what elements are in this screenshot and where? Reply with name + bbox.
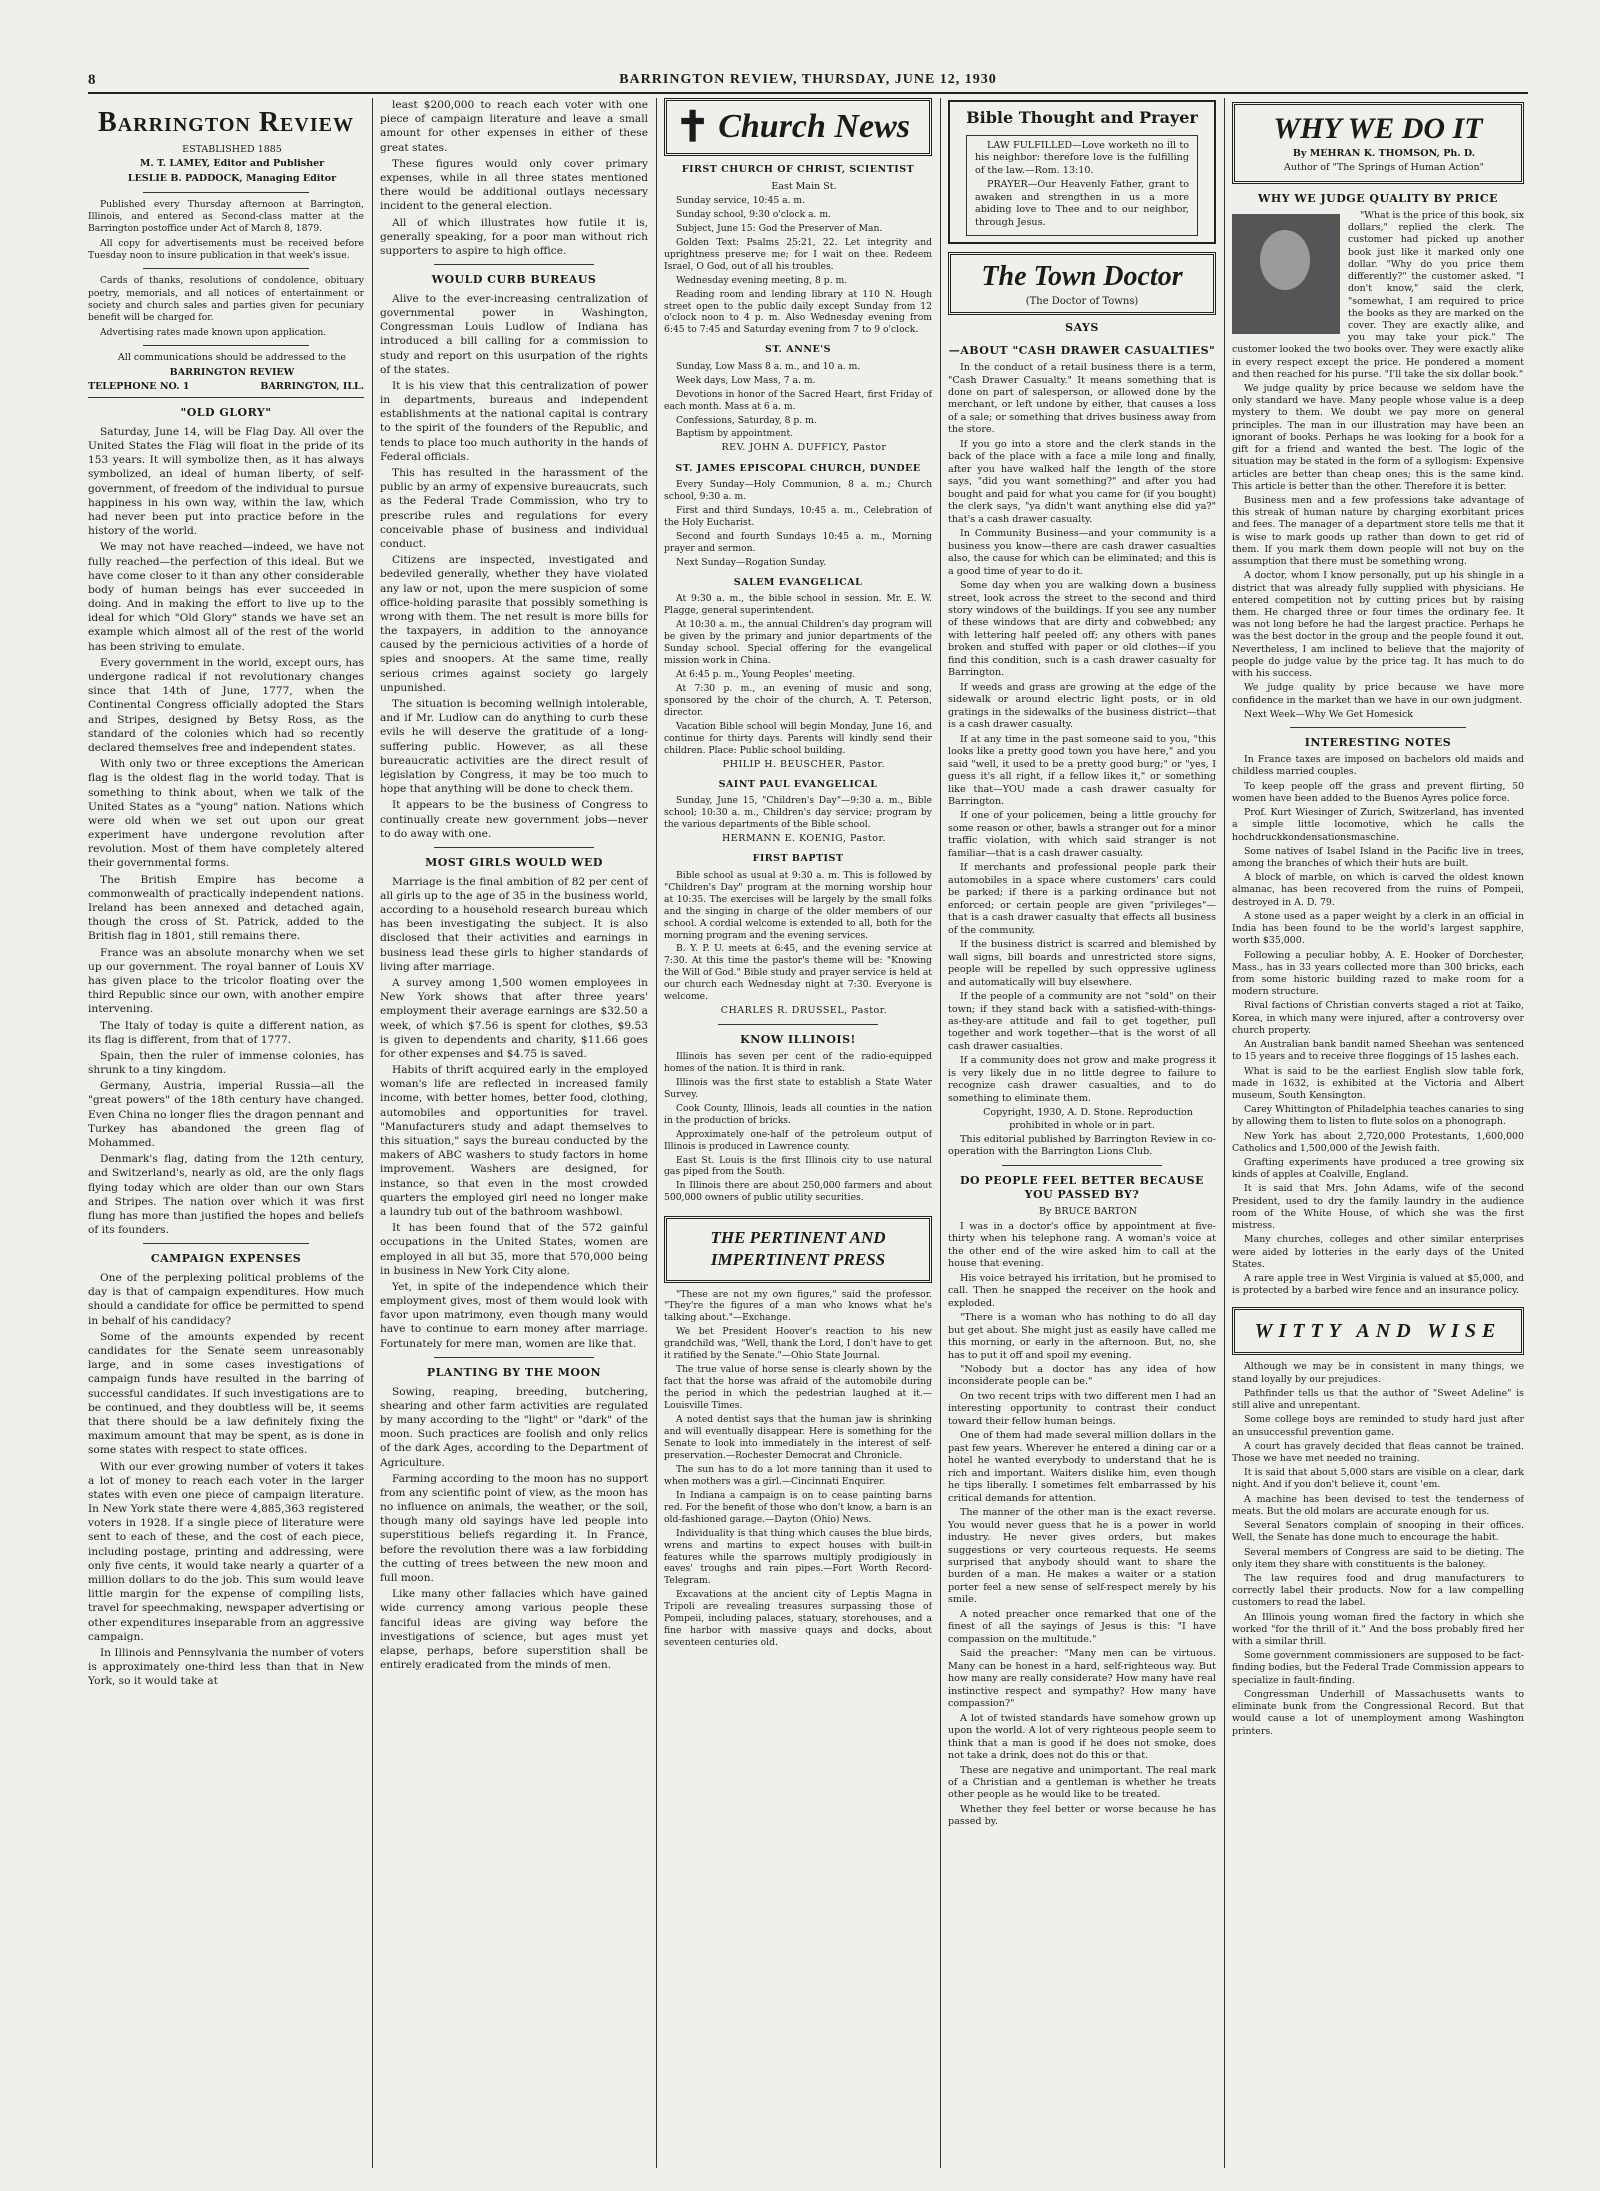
paragraph: East St. Louis is the first Illinois city to use natural gas piped from the South. [664, 1154, 932, 1178]
paragraph: Vacation Bible school will begin Monday, June 16, and continue for thirty days. Parents will kindly send their children. Place: Public school building. [664, 720, 932, 756]
paragraph: Several Senators complain of snooping in their offices. Well, the Senate has done much to encourage the habit. [1232, 1520, 1524, 1544]
address-line: All communications should be addressed to the [117, 351, 347, 363]
paragraph: Reading room and lending library at 110 N. Hough street open to the public daily except Sunday from 12 o'clock noon to 4 p. m. Also Wednesday evening from 6:45 to 7:45 and Saturday evening from 7 to 9 o'clock. [664, 288, 932, 336]
paragraph: At 9:30 a. m., the bible school in session. Mr. E. W. Plagge, general superintendent. [664, 593, 932, 617]
paragraph: His voice betrayed his irritation, but he promised to call. Then he snapped the receiver on the hook and exploded. [948, 1272, 1216, 1309]
why-we-do-it-title: WHY WE DO IT [1273, 112, 1483, 145]
paragraph: France was an absolute monarchy when we set up our government. The royal banner of Louis XV has given place to the tricolor floating over the third Republic since our own, with another empire intervening. [88, 946, 364, 1016]
paragraph: Next Sunday—Rogation Sunday. [676, 556, 827, 568]
paragraph: Subject, June 15: God the Preserver of Man. [676, 222, 883, 234]
paragraph: We judge quality by price because we seldom have the only standard we have. Many people whose value is a deep mystery to them. We doubt we pay more on general principles. The man in our illustration may have been an ignorant of books. Perhaps he was looking for a book for a gift for a friend and wanted the best. The logic of the situation may be stated in the form of a syllogism: Expensive articles are better than cheap ones; this is the same kind. This article is better than the other. Therefore it is better. [1232, 383, 1524, 492]
paragraph: All of which illustrates how futile it is, generally speaking, for a poor man without rich supporters to aspire to high office. [380, 216, 648, 257]
cards-notice: Cards of thanks, resolutions of condolence, obituary poetry, memorials, and all notices of entertainment or society and church sales and parties given for pecuniary benefit will be charged for. [88, 275, 364, 324]
headline-planting-by-moon: PLANTING BY THE MOON [426, 1365, 602, 1379]
headline-campaign-expenses: CAMPAIGN EXPENSES [150, 1252, 302, 1266]
paragraph: PRAYER—Our Heavenly Father, grant to awaken and strengthen in us a more abiding love to Thee and to our neighbor, through Jesus. [975, 179, 1189, 228]
paragraph: Sunday service, 10:45 a. m. [676, 194, 806, 206]
paragraph: At 10:30 a. m., the annual Children's day program will be given by the primary and junior departments of the Sunday school. Special offering for the evangelical mission work in China. [664, 619, 932, 666]
paragraph: We may not have reached—indeed, we have not fully reached—the perfection of this ideal. But we have come closer to it than any other considerable body of human beings has ever succeeded in doing. And in making the effort to live up to the ideal for which "Old Glory" stands we have set an example which almost all of the rest of the world has been striving to emulate. [88, 541, 364, 653]
paragraph: Bible school as usual at 9:30 a. m. This is followed by "Children's Day" program at the morning worship hour at 10:35. The exercises will be largely by the small folks and the singing in charge of the older members of our school. A cordial welcome is extended to all, both for the morning program and the evening services. [664, 869, 932, 941]
address-name: BARRINGTON REVIEW [169, 366, 295, 378]
paragraph: If the business district is scarred and blemished by wall signs, bill boards and unrestricted store signs, people will be repelled by such oppressive ugliness and automatically will buy elsewhere. [948, 939, 1216, 988]
paragraph: Baptism by appointment. [676, 428, 794, 440]
paragraph: If merchants and professional people park their automobiles in a space where customers' cars could be parked; if there is a parking ordinance but not enforced; or certain people are given "privileges"—that is a cash drawer casualty that effects all business of the community. [948, 862, 1216, 936]
paragraph: Cook County, Illinois, leads all counties in the nation in the production of bricks. [664, 1102, 932, 1126]
column-4 [948, 98, 1216, 2168]
paragraph: Golden Text: Psalms 25:21, 22. Let integrity and uprightness preserve me; for I wait on thee. Redeem Israel, O God, out of all his troubles. [664, 236, 932, 272]
paragraph: At 7:30 p. m., an evening of music and song, sponsored by the choir of the church, A. T. Peterson, director. [664, 682, 932, 718]
paragraph: least $200,000 to reach each voter with one piece of campaign literature and leave a small amount for other expenses in either of these great states. [380, 99, 648, 154]
paragraph: The true value of horse sense is clearly shown by the fact that the horse was afraid of the automobile during the period in which the pedestrian laughed at it.—Louisville Times. [664, 1364, 932, 1412]
editor-line: M. T. LAMEY, Editor and Publisher [139, 158, 325, 170]
paragraph: Sowing, reaping, breeding, butchering, shearing and other farm activities are regulated by many according to the "light" or "dark" of the moon. Such practices are foolish and only relics of the dark Ages, according to the Department of Agriculture. [380, 1385, 648, 1469]
paragraph: In Indiana a campaign is on to cease painting barns red. For the benefit of those who don't know, a barn is an old-fashioned garage.—Dayton (Ohio) News. [664, 1489, 932, 1525]
paragraph: Farming according to the moon has no support from any scientific point of view, as the moon has no influence on animals, the weather, or the soil, though many old sayings have led people into superstitious beliefs regarding it. In France, before the revolution there was a law forbidding the cutting of trees between the new moon and full moon. [380, 1472, 648, 1585]
divider [143, 268, 309, 269]
paragraph: If one of your policemen, being a little grouchy for some reason or other, bawls a stranger out for a minor traffic violation, with which said stranger is not familiar—that is a cash drawer casualty. [948, 810, 1216, 859]
why-we-do-it-banner [1232, 102, 1524, 184]
paragraph: Illinois has seven per cent of the radio-equipped homes of the nation. It is third in rank. [664, 1050, 932, 1074]
paragraph: First and third Sundays, 10:45 a. m., Celebration of the Holy Eucharist. [664, 505, 932, 528]
paragraph: An Australian bank bandit named Sheehan was sentenced to 15 years and to receive three floggings of 15 lashes each. [1232, 1039, 1524, 1063]
paragraph: We judge quality by price because we have more confidence in the market than we have in our own judgment. [1232, 682, 1524, 706]
column-rule [1224, 98, 1225, 2168]
managing-editor-line: LESLIE B. PADDOCK, Managing Editor [127, 172, 337, 184]
headline-interesting-notes: INTERESTING NOTES [1304, 735, 1452, 749]
paragraph: It appears to be the business of Congress to continually create new government jobs—never to do away with one. [380, 799, 648, 840]
church-heading: SAINT PAUL EVANGELICAL [718, 778, 878, 790]
paragraph: Saturday, June 14, will be Flag Day. All over the United States the Flag will float in the pride of its 153 years. It will symbolize then, as it has always symbolized, an ideal of human liberty, of self-government, of freedom of the individual to pursue happiness in his own way, within the law, which had never been put into practice before in the history of the world. [88, 425, 364, 538]
divider [434, 847, 595, 848]
town-doctor-title: The Town Doctor [981, 261, 1183, 293]
paragraph: Many churches, colleges and other similar enterprises were aided by lotteries in the early days of the United States. [1232, 1234, 1524, 1270]
paragraph: Sunday, Low Mass 8 a. m., and 10 a. m. [676, 360, 861, 372]
paragraph: "There is a woman who has nothing to do all day but get about. She might just as easily have called me this morning, or early in the afternoon. But, no, she has to put it off and spoil my evening. [948, 1312, 1216, 1361]
bible-thought-box [948, 100, 1216, 244]
paragraph: A block of marble, on which is carved the oldest known almanac, has been recovered from the ruins of Pompeii, destroyed in A. D. 79. [1232, 872, 1524, 908]
paragraph: The Italy of today is quite a different nation, as its flag is different, from that of 1777. [88, 1019, 364, 1046]
newspaper-page [88, 72, 1528, 2172]
column-1 [88, 98, 364, 2168]
paragraph: Excavations at the ancient city of Leptis Magna in Tripoli are revealing treasures surpassing those of Pompeii, including palaces, statuary, storehouses, and a fine harbor with massive quays and docks, about seventeen centuries old. [664, 1589, 932, 1649]
publication-notice: Published every Thursday afternoon at Barrington, Illinois, and entered as Second-class matter at the Barrington postoffice under Act of March 8, 1879. [88, 198, 364, 235]
headline-most-girls-would-wed: MOST GIRLS WOULD WED [425, 855, 603, 869]
paragraph: The manner of the other man is the exact reverse. You would never guess that he is a power in world industry. He never gives orders, but makes suggestions or very courteous requests. He seems surprised that anybody should want to share the burden of a man. He makes a waiter or a station porter feel a new sense of self-respect merely by his smile. [948, 1507, 1216, 1606]
paragraph: Congressman Underhill of Massachusetts wants to eliminate bunk from the Congressional Record. But that would cause a lot of unemployment among Washington printers. [1232, 1688, 1524, 1737]
headline-know-illinois: KNOW ILLINOIS! [740, 1032, 856, 1046]
paragraph: Marriage is the final ambition of 82 per cent of all girls up to the age of 35 in the business world, according to a household research bureau which has been investigating the subject. It is also disclosed that their activities and earnings in business lead these girls to higher standards of living after marriage. [380, 875, 648, 973]
pastor-signature: PHILIP H. BEUSCHER, Pastor. [722, 758, 886, 770]
paragraph: Some day when you are walking down a business street, look across the street to the second and third story windows of the buildings. If you see any number of these windows that are dirty and cobwebbed; any with lettering half peeled off; any others with panes broken and stuffed with paper or old clothes—if you find this condition, such is a cash drawer casualty for Barrington. [948, 580, 1216, 679]
page-header: BARRINGTON REVIEW, THURSDAY, JUNE 12, 1930 [619, 72, 997, 87]
rates-notice: Advertising rates made known upon application. [100, 326, 327, 338]
paragraph: If weeds and grass are growing at the edge of the sidewalk or around electric light posts, or in old gratings in the sidewalks of the business district—that is a cash drawer casualty. [948, 681, 1216, 731]
cross-icon: ✝ [675, 102, 711, 152]
paragraph: New York has about 2,720,000 Protestants, 1,600,000 Catholics and 1,500,000 of the Jewish faith. [1232, 1130, 1524, 1154]
town-doctor-banner [948, 252, 1216, 315]
paragraph: Carey Whittington of Philadelphia teaches canaries to sing by allowing them to listen to flute solos on a phonograph. [1232, 1104, 1524, 1128]
paragraph: Sunday, June 15, "Children's Day"—9:30 a. m., Bible school; 10:30 a. m., Children's day service; program by the various departments of the Bible school. [664, 795, 932, 831]
paragraph: At 6:45 p. m., Young Peoples' meeting. [676, 668, 856, 680]
paragraph: "What is the price of this book, six dollars," replied the clerk. The customer had picked up another book just like it marked only one dollar. "Why do you price them differently?" the customer asked. "I don't know," said the clerk, "somewhat, I am required to price the books as they are marked on the cover. They are exactly alike, and you may take your pick." The customer looked the two books over. They were exactly alike in every respect except the price. He pondered a moment and then reached for his purse. "I'll take the six dollar book." [1232, 209, 1524, 380]
paragraph: A lot of twisted standards have somehow grown up upon the world. A lot of very righteous people seem to think that a man is good if he does not smoke, does not take a drink, does not do this or that. [948, 1712, 1216, 1762]
pastor-signature: HERMANN E. KOENIG, Pastor. [721, 833, 887, 845]
author-photo [1232, 214, 1340, 334]
paragraph: A doctor, whom I know personally, put up his shingle in a district that was already fully supplied with physicians. He entered competition not by cutting prices but by raising them. He charged three or four times the ordinary fee. It was not long before he had the largest practice. Perhaps he was the best doctor in the group and the people found it out. Nevertheless, I am inclined to believe that the majority of people do judge value by the price tag. It has much to do with his success. [1232, 570, 1524, 680]
paragraph: One of them had made several million dollars in the past few years. Wherever he entered a dining car or a hotel he wanted everybody to understand that he is rich and important. Waiters dislike him, even though he tips liberally. I sometimes felt embarrassed by his critical demands for attention. [948, 1430, 1216, 1504]
divider [434, 264, 595, 265]
paragraph: It is said that Mrs. John Adams, wife of the second President, used to dry the family laundry in the audience room of the White House, of which she was the first mistress. [1232, 1183, 1524, 1232]
paragraph: The British Empire has become a commonwealth of practically independent nations. Ireland has been annexed and detached again, though the cross of St. Patrick, added to the British flag in 1801, still remains there. [88, 873, 364, 943]
author-credit: Author of "The Springs of Human Action" [1284, 162, 1484, 174]
paragraph: Yet, in spite of the independence which their employment gives, most of them would look with favor upon matrimony, even though many would have to continue to earn money after marriage. Fortunately for mere man, women are like that. [380, 1280, 648, 1350]
paragraph: Spain, then the ruler of immense colonies, has shrunk to a tiny kingdom. [88, 1049, 364, 1077]
byline: By MEHRAN K. THOMSON, Ph. D. [1292, 148, 1476, 159]
divider [718, 1024, 879, 1025]
church-news-title: Church News [718, 108, 910, 145]
paragraph: Citizens are inspected, investigated and bedeviled generally, whether they have violated any law or not, upon the mere suspicion of some office-holding parasite that possibly something is wrong with them. The net result is more bills for the taxpayers, in addition to the annoyance caused by the pernicious activities of a horde of spies and snoopers. At the same time, really serious crimes against society go largely unpunished. [380, 554, 648, 694]
church-heading: ST. ANNE'S [764, 344, 832, 356]
pastor-signature: CHARLES R. DRUSSEL, Pastor. [720, 1005, 888, 1017]
headline-do-people-feel-better: DO PEOPLE FEEL BETTER BECAUSE YOU PASSED BY? [960, 1173, 1204, 1202]
paragraph: Denmark's flag, dating from the 12th century, and Switzerland's, nearly as old, are the only flags flying today which are older than our own Stars and Stripes. The nation over which it was first flung has more than justified the hopes and beliefs of its founders. [88, 1153, 364, 1237]
paragraph: Some government commissioners are supposed to be fact-finding bodies, but the Federal Trade Commission appears to specialize in fault-finding. [1232, 1650, 1524, 1686]
paragraph: What is said to be the earliest English slow table fork, made in 1632, is exhibited at the Victoria and Albert museum, South Kensington. [1232, 1065, 1524, 1101]
column-rule [656, 98, 657, 2168]
paragraph: These are negative and unimportant. The real mark of a Christian and a gentleman is whether he treats other people as he would like to be treated. [948, 1764, 1216, 1801]
headline-would-curb-bureaus: WOULD CURB BUREAUS [431, 273, 597, 287]
city-name: BARRINGTON, ILL. [260, 381, 364, 393]
paragraph: With our ever growing number of voters it takes a lot of money to reach each voter in the larger states with even one piece of campaign literature. In New York state there were 4,885,363 registered voters in 1928. If a single piece of literature were sent to each of these, and the cost of each piece, including postage, printing and addressing, were only five cents, it would take nearly a quarter of a million dollars to do the job. This sum would leave little margin for the expense of compiling lists, travel for speechmaking, newspaper advertising or other expenditures inseparable from an aggressive campaign. [88, 1460, 364, 1643]
paragraph: "These are not my own figures," said the professor. "They're the figures of a man who knows what he's talking about."—Exchange. [664, 1288, 932, 1324]
pastor-signature: REV. JOHN A. DUFFICY, Pastor [721, 442, 887, 454]
masthead [88, 72, 1528, 94]
column-2 [380, 98, 648, 2168]
paragraph: Said the preacher: "Many men can be virtuous. Many can be honest in a hard, self-righteous way. But how many are really considerate? How many have real instinctive respect and sympathy? How many have compassion?" [948, 1648, 1216, 1710]
column-rule [372, 98, 373, 2168]
copy-notice: All copy for advertisements must be received before Tuesday noon to insure publication in that week's issue. [88, 237, 364, 261]
paragraph: Individuality is that thing which causes the blue birds, wrens and martins to expect houses with built-in features while the sparrows multiply prodigiously in eaves' troughs and rain pipes.—Fort Worth Record-Telegram. [664, 1527, 932, 1587]
bible-thought-title: Bible Thought and Prayer [966, 108, 1198, 127]
paragraph: If a community does not grow and make progress it is very likely due in no little degree to failure to recognize cash drawer casualties, and to do something to eliminate them. [948, 1055, 1216, 1104]
paragraph: This editorial published by Barrington Review in co-operation with the Barrington Lions Club. [948, 1133, 1216, 1158]
paragraph: A machine has been devised to test the tenderness of meats. But the old molars are accurate enough for us. [1232, 1493, 1524, 1517]
paragraph: If you go into a store and the clerk stands in the back of the place with a face a mile long and finally, after you have walked half the length of the store says, "did you want something?" and after you had bought and paid for what you came for (if you bought) the clerk says, "ya didn't want anything else did ya?" that's a cash drawer casualty. [948, 438, 1216, 525]
paragraph: In the conduct of a retail business there is a term, "Cash Drawer Casualty." It means something that is done on part of salesperson, or allowed done by the merchant, or left undone by either, that causes a loss of a sale; or something that drives business away from the store. [948, 362, 1216, 436]
paragraph: A noted preacher once remarked that one of the finest of all the sayings of Jesus is this: "I have compassion on the multitude." [948, 1608, 1216, 1645]
paragraph: A court has gravely decided that fleas cannot be trained. Those we have met needed no training. [1232, 1440, 1524, 1464]
telephone-number: TELEPHONE NO. 1 [88, 381, 190, 393]
paragraph: If at any time in the past someone said to you, "this looks like a pretty good town you have here," and you said "well, it used to be a pretty good burg;" or "yes, I guess it's all right, if a fellow likes it," or something like that—YOU made a cash drawer casualty for Barrington. [948, 733, 1216, 807]
paragraph: Sunday school, 9:30 o'clock a. m. [676, 208, 832, 220]
paragraph: Alive to the ever-increasing centralization of governmental power in Washington, Congressman Louis Ludlow of Indiana has introduced a bill calling for a commission to study and report on this usurpation of the rights of the states. [380, 292, 648, 376]
paragraph: LAW FULFILLED—Love worketh no ill to his neighbor: therefore love is the fulfilling of the law.—Rom. 13:10. [975, 139, 1189, 176]
paragraph: Whether they feel better or worse because he has passed by. [948, 1803, 1216, 1828]
paragraph: Rival factions of Christian converts staged a riot at Taiko, Korea, in which many were injured, after a controversy over church property. [1232, 1000, 1524, 1036]
divider [1290, 727, 1465, 728]
paragraph: With only two or three exceptions the American flag is the oldest flag in the world today. That is something to think about, when we talk of the United States as a "young" nation. Nations which were old when we set out upon our great experiment have undergone revolution after revolution. Most of them have completely altered their governmental forms. [88, 758, 364, 870]
copyright-line: Copyright, 1930, A. D. Stone. Reproduction prohibited in whole or in part. [983, 1107, 1193, 1131]
paragraph: Second and fourth Sundays 10:45 a. m., Morning prayer and sermon. [664, 530, 932, 554]
telephone-line [88, 381, 364, 398]
paragraph: If the people of a community are not "sold" on their town; if they stand back with a satisfied-with-things-as-they-are attitude and fail to get together, pull together and work together—that is the worst of all cash drawer casualties. [948, 991, 1216, 1052]
paragraph: One of the perplexing political problems of the day is that of campaign expenditures. How much should a candidate for office be permitted to spend in behalf of his candidacy? [88, 1272, 364, 1327]
paragraph: On two recent trips with two different men I had an interesting opportunity to contrast their conduct toward their fellow human beings. [948, 1390, 1216, 1427]
divider [1002, 1165, 1163, 1166]
paragraph: Some of the amounts expended by recent candidates for the Senate seem unreasonably large, and in some cases investigations of campaign funds have resulted in the barring of successful candidates. If such investigations are to be continued, and they doubtless will be, it seems that there should be a law definitely fixing the maximum amount that may be spent, as is done in some states with respect to state offices. [88, 1330, 364, 1457]
paragraph: Every government in the world, except ours, has undergone radical if not revolutionary changes since that 14th of June, 1777, when the Continental Congress officially adopted the Stars and Stripes, designed by Betsy Ross, as the standard of the colonies which had so recently declared themselves free and independent states. [88, 656, 364, 754]
paragraph: An Illinois young woman fired the factory in which she worked "for the thrill of it." And the boss probably fired her with a similar thrill. [1232, 1611, 1524, 1648]
paragraph: Habits of thrift acquired early in the employed woman's life are reflected in increased family income, with better homes, better food, clothing, automobiles and opportunities for travel. "Manufacturers study and adapt themselves to this situation," says the bureau conducted by the makers of ABC washers to study factors in home improvement. Washers are designed, for instance, so that even in the most crowded quarters the employed girl need no longer make a laundry tub out of the bathroom washbowl. [380, 1064, 648, 1218]
column-5 [1232, 98, 1524, 2168]
paragraph: The law requires food and drug manufacturers to correctly label their products. Now for a law compelling customers to read the label. [1232, 1572, 1524, 1609]
witty-and-wise-banner: WITTY AND WISE [1232, 1307, 1524, 1355]
paragraph: These figures would only cover primary expenses, while in all three states mentioned there would be additional outlays necessary incident to the general election. [380, 157, 648, 213]
paragraph: Week days, Low Mass, 7 a. m. [676, 374, 816, 386]
bible-thought-inner [966, 135, 1198, 236]
paragraph: Some natives of Isabel Island in the Pacific live in trees, among the branches of which their huts are built. [1232, 845, 1524, 869]
paragraph: The situation is becoming wellnigh intolerable, and if Mr. Ludlow can do anything to curb these evils he will deserve the gratitude of a long-suffering public. However, as all these bureaucratic activities are the direct result of legislation by Congress, it may be too much to hope that anything will be done to check them. [380, 698, 648, 796]
paragraph: To keep people off the grass and prevent flirting, 50 women have been added to the Buenos Ayres police force. [1232, 780, 1524, 804]
paragraph: A survey among 1,500 women employees in New York shows that after three years' employment their average earnings are $32.50 a week, of which $7.56 is spent for clothes, $9.53 is given to dependents and charity, $11.66 goes for other expenses and $4.75 is saved. [380, 976, 648, 1060]
paragraph: Business men and a few professions take advantage of this streak of human nature by charging exorbitant prices and fees. The manager of a department store tells me that it is wise to mark goods up rather than down to get rid of them. If you mark them down people will not buy on the assumption that there must be something wrong. [1232, 495, 1524, 568]
paragraph: Like many other fallacies which have gained wide currency among various people these fanciful ideas are giving way before the investigations of science, but ages must yet elapse, perhaps, before superstition shall be entirely eradicated from the minds of men. [380, 1588, 648, 1672]
paragraph: In Illinois there are about 250,000 farmers and about 500,000 owners of public utility securities. [664, 1180, 932, 1204]
paragraph: The sun has to do a lot more tanning than it used to when mothers was a girl.—Cincinnati Enquirer. [664, 1463, 932, 1487]
paragraph: In Illinois and Pennsylvania the number of voters is approximately one-third less than that in New York, so it would take at [88, 1646, 364, 1688]
byline: By BRUCE BARTON [1039, 1206, 1137, 1218]
pertinent-press-banner: THE PERTINENT AND IMPERTINENT PRESS [664, 1216, 932, 1282]
church-heading: FIRST CHURCH OF CHRIST, SCIENTIST [681, 164, 915, 176]
paragraph: In Community Business—and your community is a business you know—there are cash drawer casualties also, the cause for which can be eliminated; and this is a good time of year to do it. [948, 528, 1216, 577]
page-number: 8 [88, 72, 96, 88]
divider [143, 1243, 309, 1244]
paragraph: Devotions in honor of the Sacred Heart, first Friday of each month. Mass at 6 a. m. [664, 388, 932, 412]
paper-name: Barrington Review [98, 107, 354, 138]
paragraph: Germany, Austria, imperial Russia—all the "great powers" of the 18th century have changed. Even China no longer flies the dragon pennant and Turkey has abandoned the green flag of Mohammed. [88, 1080, 364, 1150]
church-heading: ST. JAMES EPISCOPAL CHURCH, DUNDEE [675, 462, 921, 474]
next-week-note: Next Week—Why We Get Homesick [1244, 708, 1413, 720]
church-news-banner [664, 98, 932, 156]
paragraph: A noted dentist says that the human jaw is shrinking and will eventually disappear. Here is something for the Senate to look into immediately in the interest of self-preservation.—Rochester Democrat and Chronicle. [664, 1414, 932, 1461]
paragraph: "Nobody but a doctor has any idea of how inconsiderate people can be." [948, 1363, 1216, 1388]
paragraph: It is his view that this centralization of power in departments, bureaus and independent establishments at the national capital is contrary to the spirit of the founders of the Republic, and tends to place too much authority in the hands of Federal officials. [380, 379, 648, 463]
paragraph: It has been found that of the 572 gainful occupations in the United States, women are employed in all but 35, more that 570,000 being in business in New York City alone. [380, 1222, 648, 1277]
paragraph: Wednesday evening meeting, 8 p. m. [676, 274, 848, 286]
divider [143, 345, 309, 346]
paragraph: Following a peculiar hobby, A. E. Hooker of Dorchester, Mass., has in 33 years collected more than 300 bricks, each from some historic building razed to make room for a modern structure. [1232, 949, 1524, 998]
divider [434, 1357, 595, 1358]
paragraph: Illinois was the first state to establish a State Water Survey. [664, 1076, 932, 1100]
column-3 [664, 98, 932, 2168]
paragraph: Pathfinder tells us that the author of "Sweet Adeline" is still alive and unrepentant. [1232, 1387, 1524, 1412]
paragraph: It is said that about 5,000 stars are visible on a clear, dark night. And if you don't believe it, count 'em. [1232, 1467, 1524, 1491]
paragraph: Every Sunday—Holy Communion, 8 a. m.; Church school, 9:30 a. m. [664, 479, 932, 503]
says-label: SAYS [1065, 321, 1099, 335]
paragraph: Approximately one-half of the petroleum output of Illinois is produced in Lawrence county. [664, 1128, 932, 1152]
headline-old-glory: "OLD GLORY" [180, 406, 272, 420]
established-line: ESTABLISHED 1885 [182, 143, 282, 155]
paragraph: We bet President Hoover's reaction to his new grandchild was, "Well, thank the Lord, I don't have to get it ratified by the Senate."—Ohio State Journal. [664, 1326, 932, 1362]
headline-cash-drawer: —ABOUT "CASH DRAWER CASUALTIES" [948, 343, 1216, 357]
paragraph: Confessions, Saturday, 8 p. m. [676, 414, 817, 426]
paragraph: Prof. Kurt Wiesinger of Zurich, Switzerland, has invented a simple little locomotive, which he calls the hochdruckkondensationsmaschine. [1232, 807, 1524, 843]
paragraph: I was in a doctor's office by appointment at five-thirty when his telephone rang. A woman's voice at the other end of the wire asked him to call at the house that evening. [948, 1220, 1216, 1270]
paragraph: This has resulted in the harassment of the public by an army of expensive bureaucrats, such as the Federal Trade Commission, who try to prescribe rules and regulations for every conceivable phase of business and individual conduct. [380, 467, 648, 550]
headline-judge-quality: WHY WE JUDGE QUALITY BY PRICE [1257, 191, 1499, 205]
paragraph: A stone used as a paper weight by a clerk in an official in India has been found to be the world's largest sapphire, worth $35,000. [1232, 910, 1524, 947]
church-heading: FIRST BAPTIST [752, 853, 844, 865]
paragraph: Some college boys are reminded to study hard just after an unsuccessful prevention game. [1232, 1414, 1524, 1438]
church-address: East Main St. [771, 180, 837, 192]
church-heading: SALEM EVANGELICAL [733, 576, 863, 588]
paragraph: Grafting experiments have produced a tree growing six kinds of apples at Coalville, England. [1232, 1157, 1524, 1181]
paragraph: B. Y. P. U. meets at 6:45, and the evening service at 7:30. At this time the pastor's theme will be: "Knowing the Will of God." Bible study and prayer service is held at our church each Wednesday night at 7:30. Everyone is welcome. [664, 943, 932, 1003]
column-rule [940, 98, 941, 2168]
paragraph: In France taxes are imposed on bachelors old maids and childless married couples. [1232, 754, 1524, 778]
town-doctor-subtitle: (The Doctor of Towns) [1025, 296, 1139, 308]
paragraph: A rare apple tree in West Virginia is valued at $5,000, and is protected by a barbed wire fence and an insurance policy. [1232, 1273, 1524, 1297]
paragraph: Several members of Congress are said to be dieting. The only item they share with constituents is the baloney. [1232, 1546, 1524, 1570]
divider [143, 192, 309, 193]
paragraph: Although we may be in consistent in many things, we stand loyally by our prejudices. [1232, 1361, 1524, 1385]
